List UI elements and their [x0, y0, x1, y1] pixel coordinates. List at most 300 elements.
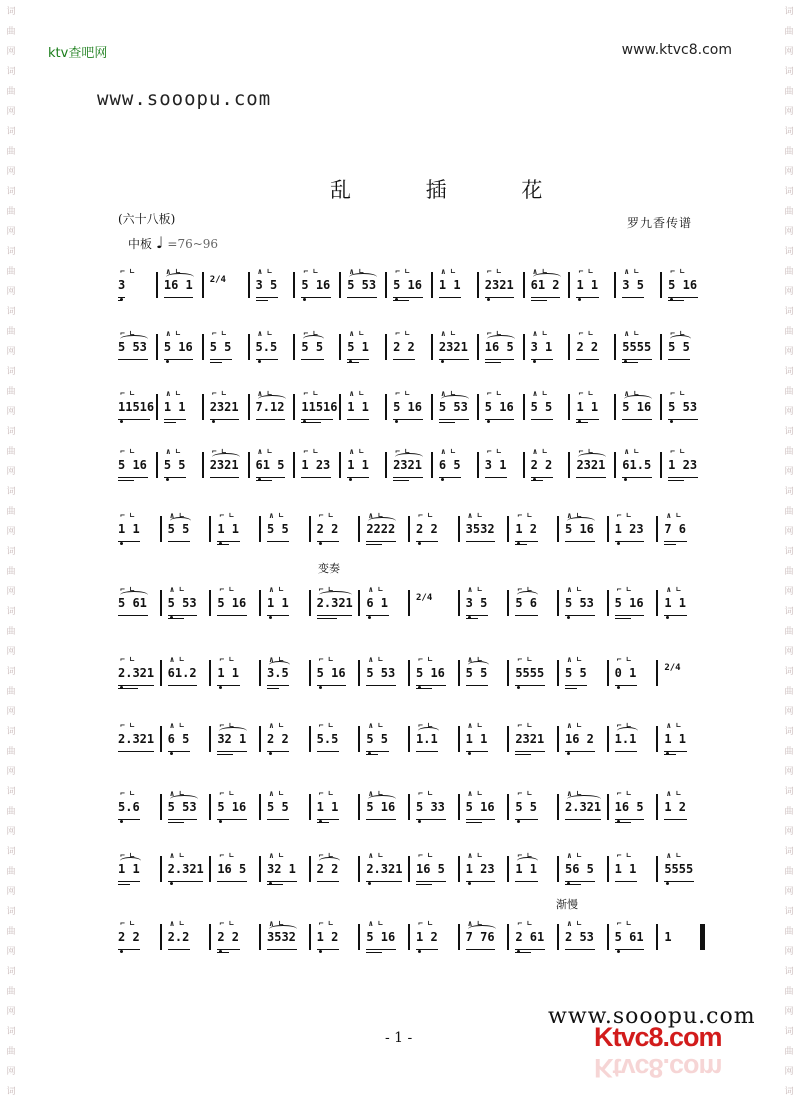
watermark-char: 曲: [6, 927, 16, 937]
bowing-mark: ⌐ ∟: [120, 851, 135, 860]
beam-line: [515, 615, 537, 616]
bowing-mark: ⌐ ∟: [219, 919, 234, 928]
octave-dot: [517, 820, 520, 823]
slur-arc: [170, 795, 198, 803]
notation-measure: 5 53 ∧ ∟: [347, 278, 383, 292]
bowing-mark: ∧ ∟: [169, 721, 185, 730]
bowing-mark: ⌐ ∟: [616, 789, 632, 798]
octave-dot: [170, 616, 173, 619]
watermark-char: 词: [6, 7, 16, 17]
bar-line: [557, 924, 559, 950]
bowing-mark: ⌐ ∟: [318, 721, 334, 730]
bowing-mark: ∧ ∟: [567, 789, 582, 798]
watermark-char: 词: [784, 1087, 794, 1097]
bar-line: [160, 590, 162, 616]
bar-line: [358, 660, 360, 686]
bowing-mark: ⌐ ∟: [418, 851, 433, 860]
bowing-mark: ⌐ ∟: [616, 511, 632, 520]
beam-line: [622, 297, 644, 298]
notation-measure: 2/4: [664, 663, 681, 673]
bar-line: [358, 794, 360, 820]
watermark-char: 词: [6, 1087, 16, 1097]
notation-measure: 5 53 ∧ ∟: [439, 400, 475, 414]
slur-arc: [395, 453, 423, 461]
notation-measure: 5 16 ⌐ ∟: [217, 800, 257, 814]
notation-measure: 2.321 ⌐ ∟: [317, 596, 357, 610]
watermark-char: 词: [784, 907, 794, 917]
score-subtitle: (六十八板): [118, 212, 176, 226]
bowing-mark: ⌐ ∟: [303, 329, 318, 338]
beam-line: [301, 359, 323, 360]
bar-line: [660, 394, 662, 420]
bar-line: [339, 452, 341, 478]
bar-line: [607, 794, 609, 820]
bowing-mark: ∧ ∟: [349, 447, 364, 456]
bowing-mark: ∧ ∟: [467, 585, 483, 594]
bar-line: [408, 726, 410, 752]
notation-measure: 3 1 ⌐ ∟: [485, 458, 521, 472]
beam-line-second: [416, 884, 432, 885]
bowing-mark: ⌐ ∟: [616, 585, 632, 594]
bar-line: [477, 394, 479, 420]
watermark-char: 网: [6, 887, 16, 897]
octave-dot: [578, 298, 581, 301]
notation-measure: 16 5 ⌐ ∟: [485, 340, 521, 354]
watermark-char: 网: [6, 407, 16, 417]
bar-line: [458, 726, 460, 752]
notation-measure: 5 1 ∧ ∟: [347, 340, 383, 354]
watermark-char: 网: [6, 767, 16, 777]
watermark-char: 网: [6, 587, 16, 597]
beam-line-second: [168, 822, 184, 823]
bar-line: [202, 452, 204, 478]
notation-measure: 7.12 ∧ ∟: [256, 400, 292, 414]
beam-line: [267, 685, 289, 686]
notation-measure: 6 5 ∧ ∟: [439, 458, 475, 472]
score-row: [112, 721, 708, 750]
beam-line: [317, 615, 353, 616]
bowing-mark: ∧ ∟: [368, 655, 383, 664]
octave-dot: [666, 616, 669, 619]
watermark-char: 曲: [6, 747, 16, 757]
notation-measure: 2.321 ⌐ ∟: [118, 666, 158, 680]
beam-line-second: [439, 422, 455, 423]
watermark-char: 词: [6, 967, 16, 977]
bowing-mark: ∧ ∟: [269, 511, 284, 520]
bowing-mark: ∧ ∟: [567, 585, 582, 594]
watermark-char: 词: [784, 247, 794, 257]
source-url-top: www.sooopu.com: [97, 88, 272, 110]
notation-measure: 5.5 ⌐ ∟: [317, 732, 357, 746]
notation-measure: 2 61 ⌐ ∟: [515, 930, 555, 944]
bar-line: [259, 856, 261, 882]
slur-arc: [368, 517, 396, 525]
notation-measure: 1 1 ∧ ∟: [664, 596, 704, 610]
bar-line: [458, 856, 460, 882]
notation-measure: 2 2 ⌐ ∟: [416, 522, 456, 536]
notation-measure: 1 1 ⌐ ∟: [118, 522, 158, 536]
octave-dot: [219, 820, 222, 823]
bar-line: [358, 856, 360, 882]
bar-line: [156, 334, 158, 360]
notation-measure: 61.5 ∧ ∟: [622, 458, 658, 472]
bar-line: [656, 660, 658, 686]
watermark-char: 曲: [6, 807, 16, 817]
octave-dot: [166, 478, 169, 481]
watermark-char: 词: [6, 847, 16, 857]
octave-dot: [368, 616, 371, 619]
bar-line: [259, 726, 261, 752]
final-bar-line: [700, 924, 705, 950]
bar-line: [339, 394, 341, 420]
notation-measure: 5 53 ∧ ∟: [366, 666, 406, 680]
watermark-char: 网: [6, 167, 16, 177]
notation-measure: 16 5 ⌐ ∟: [416, 862, 456, 876]
bowing-mark: ∧ ∟: [165, 389, 181, 398]
bowing-mark: ∧ ∟: [624, 267, 639, 276]
bar-line: [309, 794, 311, 820]
bowing-mark: ⌐ ∟: [517, 655, 532, 664]
notation-measure: 1 1 ⌐ ∟: [615, 862, 655, 876]
notation-measure: 2 2 ∧ ∟: [531, 458, 567, 472]
bar-line: [156, 452, 158, 478]
bowing-mark: ⌐ ∟: [616, 721, 632, 730]
bar-line: [660, 272, 662, 298]
bar-line: [458, 660, 460, 686]
bowing-mark: ⌐ ∟: [395, 389, 410, 398]
watermark-char: 网: [784, 1067, 794, 1077]
bar-line: [523, 334, 525, 360]
bar-line: [160, 856, 162, 882]
notation-measure: 2.321 ∧ ∟: [565, 800, 605, 814]
watermark-char: 曲: [784, 987, 794, 997]
beam-line: [168, 819, 198, 820]
watermark-char: 网: [6, 287, 16, 297]
bar-line: [202, 394, 204, 420]
slur-arc: [120, 335, 148, 343]
octave-dot: [567, 882, 570, 885]
bowing-mark: ⌐ ∟: [670, 447, 685, 456]
watermark-char: 网: [784, 407, 794, 417]
octave-dot: [567, 752, 570, 755]
slur-arc: [487, 335, 515, 343]
bowing-mark: ⌐ ∟: [670, 267, 685, 276]
watermark-char: 网: [784, 167, 794, 177]
notation-measure: 61 2 ∧ ∟: [531, 278, 567, 292]
watermark-char: 词: [6, 247, 16, 257]
notation-measure: 5.5 ∧ ∟: [256, 340, 292, 354]
notation-measure: 32 1 ∧ ∟: [267, 862, 307, 876]
watermark-char: 曲: [784, 687, 794, 697]
watermark-char: 网: [784, 347, 794, 357]
bowing-mark: ⌐ ∟: [578, 267, 593, 276]
beam-line: [118, 359, 148, 360]
bowing-mark: ⌐ ∟: [517, 585, 532, 594]
score-row: [112, 329, 708, 358]
bowing-mark: ∧ ∟: [269, 721, 284, 730]
octave-dot: [269, 882, 272, 885]
beam-line-second: [256, 300, 268, 301]
bar-line: [607, 924, 609, 950]
notation-measure: 5 16 ⌐ ∟: [118, 458, 154, 472]
beam-line: [217, 615, 247, 616]
slur-arc: [170, 517, 191, 525]
bowing-mark: ⌐ ∟: [418, 655, 433, 664]
octave-dot: [219, 686, 222, 689]
notation-measure: 1 23 ⌐ ∟: [615, 522, 655, 536]
notation-measure: 2222 ∧ ∟: [366, 522, 406, 536]
watermark-char: 词: [6, 307, 16, 317]
beam-line: [210, 477, 240, 478]
bowing-mark: ⌐ ∟: [670, 329, 685, 338]
score-row: [112, 919, 708, 948]
watermark-char: 网: [784, 107, 794, 117]
watermark-char: 网: [6, 527, 16, 537]
bowing-mark: ⌐ ∟: [303, 447, 318, 456]
notation-measure: 5 16 ∧ ∟: [565, 522, 605, 536]
beam-line-second: [466, 822, 482, 823]
watermark-char: 网: [784, 767, 794, 777]
header-site-url[interactable]: www.ktvc8.com: [621, 42, 732, 58]
bowing-mark: ∧ ∟: [165, 447, 181, 456]
bowing-mark: ⌐ ∟: [616, 655, 632, 664]
bowing-mark: ∧ ∟: [666, 585, 681, 594]
beam-line: [164, 297, 194, 298]
bar-line: [660, 452, 662, 478]
tempo-label: 中板: [128, 237, 153, 251]
notation-measure: 5 16 ⌐ ∟: [317, 666, 357, 680]
beam-line-second: [366, 544, 382, 545]
tempo-value: =76~96: [167, 237, 219, 251]
bar-line: [259, 590, 261, 616]
score-row: [112, 511, 708, 540]
bar-line: [408, 590, 410, 616]
bar-line: [458, 590, 460, 616]
notation-measure: 5 5 ∧ ∟: [366, 732, 406, 746]
watermark-char: 网: [6, 347, 16, 357]
bowing-mark: ⌐ ∟: [120, 919, 135, 928]
bowing-mark: ⌐ ∟: [318, 585, 334, 594]
watermark-char: 曲: [784, 387, 794, 397]
watermark-char: 曲: [784, 627, 794, 637]
bar-line: [607, 516, 609, 542]
bowing-mark: ⌐ ∟: [395, 329, 410, 338]
watermark-char: 网: [784, 467, 794, 477]
beam-line: [531, 297, 561, 298]
beam-line-second: [210, 362, 222, 363]
notation-measure: 1 1 ⌐ ∟: [217, 666, 257, 680]
notation-measure: 5 5 ⌐ ∟: [301, 340, 337, 354]
bar-line: [656, 924, 658, 950]
bar-line: [557, 726, 559, 752]
octave-dot: [418, 542, 421, 545]
beam-line-second: [366, 952, 382, 953]
watermark-char: 曲: [784, 507, 794, 517]
notation-measure: 5 33 ⌐ ∟: [416, 800, 456, 814]
bowing-mark: ∧ ∟: [624, 329, 639, 338]
beam-line: [267, 819, 289, 820]
notation-measure: 5 53 ⌐ ∟: [118, 340, 154, 354]
bar-line: [248, 394, 250, 420]
bar-line: [358, 516, 360, 542]
notation-measure: 2/4: [209, 275, 226, 285]
bar-line: [557, 794, 559, 820]
bar-line: [557, 660, 559, 686]
beam-line: [393, 359, 415, 360]
watermark-char: 网: [784, 647, 794, 657]
bar-line: [309, 856, 311, 882]
notation-measure: 5 16 ⌐ ∟: [668, 278, 704, 292]
beam-line: [485, 477, 507, 478]
watermark-char: 曲: [6, 627, 16, 637]
notation-measure: 2.2 ∧ ∟: [168, 930, 208, 944]
bowing-mark: ∧ ∟: [368, 721, 383, 730]
slur-arc: [120, 591, 148, 599]
bowing-mark: ⌐ ∟: [120, 329, 135, 338]
watermark-char: 曲: [6, 507, 16, 517]
bar-line: [209, 590, 211, 616]
beam-line: [668, 359, 690, 360]
bowing-mark: ∧ ∟: [349, 329, 364, 338]
watermark-char: 网: [784, 287, 794, 297]
notation-measure: 5555 ⌐ ∟: [515, 666, 555, 680]
bar-line: [309, 516, 311, 542]
octave-dot: [533, 360, 536, 363]
watermark-char: 曲: [6, 447, 16, 457]
notation-measure: 2 2 ⌐ ∟: [317, 862, 357, 876]
watermark-char: 词: [784, 607, 794, 617]
watermark-char: 词: [784, 187, 794, 197]
beam-line: [217, 751, 247, 752]
beam-line-second: [118, 480, 134, 481]
bowing-mark: ∧ ∟: [169, 655, 185, 664]
bowing-mark: ⌐ ∟: [395, 447, 410, 456]
bowing-mark: ⌐ ∟: [578, 447, 593, 456]
notation-measure: 61 5 ∧ ∟: [256, 458, 292, 472]
beam-line: [267, 541, 289, 542]
bowing-mark: ∧ ∟: [269, 655, 284, 664]
bar-line: [607, 660, 609, 686]
watermark-char: 网: [784, 47, 794, 57]
bar-line: [607, 590, 609, 616]
notation-measure: 1.1 ⌐ ∟: [416, 732, 456, 746]
bowing-mark: ∧ ∟: [269, 585, 284, 594]
bar-line: [408, 516, 410, 542]
bar-line: [202, 334, 204, 360]
beam-line-second: [515, 754, 531, 755]
octave-dot: [617, 950, 620, 953]
bowing-mark: ∧ ∟: [666, 851, 681, 860]
watermark-char: 曲: [784, 1047, 794, 1057]
bar-line: [477, 334, 479, 360]
octave-dot: [666, 882, 669, 885]
notation-measure: 5 16 ⌐ ∟: [393, 278, 429, 292]
score-row: [112, 447, 708, 476]
bar-line: [309, 726, 311, 752]
bowing-mark: ∧ ∟: [269, 851, 284, 860]
bowing-mark: ∧ ∟: [368, 585, 383, 594]
bar-line: [431, 272, 433, 298]
octave-dot: [212, 420, 215, 423]
slur-arc: [212, 453, 240, 461]
beam-line: [466, 949, 496, 950]
beam-line: [615, 615, 645, 616]
notation-measure: 1: [664, 930, 672, 944]
bowing-mark: ⌐ ∟: [120, 447, 135, 456]
beam-line: [622, 419, 652, 420]
bar-line: [607, 856, 609, 882]
watermark-char: 词: [784, 487, 794, 497]
right-watermark-strip: [778, 0, 800, 1110]
watermark-char: 曲: [6, 387, 16, 397]
notation-measure: 2 2 ⌐ ∟: [393, 340, 429, 354]
beam-line: [366, 819, 396, 820]
beam-line: [366, 685, 396, 686]
watermark-char: 词: [6, 787, 16, 797]
notation-measure: 1 1 ∧ ∟: [466, 732, 506, 746]
notation-measure: 1 1 ∧ ∟: [439, 278, 475, 292]
watermark-char: 词: [784, 727, 794, 737]
beam-line: [466, 819, 496, 820]
watermark-char: 曲: [784, 327, 794, 337]
bowing-mark: ∧ ∟: [169, 789, 185, 798]
bar-line: [160, 924, 162, 950]
notation-measure: 11516 ⌐ ∟: [301, 400, 337, 414]
bowing-mark: ⌐ ∟: [219, 585, 234, 594]
bar-line: [209, 794, 211, 820]
bowing-mark: ⌐ ∟: [318, 511, 334, 520]
bowing-mark: ∧ ∟: [567, 655, 582, 664]
bowing-mark: ⌐ ∟: [303, 267, 318, 276]
bar-line: [408, 660, 410, 686]
bar-line: [385, 334, 387, 360]
bowing-mark: ⌐ ∟: [303, 389, 318, 398]
watermark-char: 网: [784, 887, 794, 897]
bowing-mark: ∧ ∟: [269, 789, 284, 798]
watermark-char: 词: [6, 727, 16, 737]
watermark-char: 网: [6, 947, 16, 957]
notation-measure: 5 5 ⌐ ∟: [210, 340, 246, 354]
notation-measure: 3 5 ∧ ∟: [466, 596, 506, 610]
bar-line: [607, 726, 609, 752]
bowing-mark: ⌐ ∟: [120, 655, 135, 664]
slur-arc: [468, 925, 496, 933]
bar-line: [209, 660, 211, 686]
bar-line: [293, 272, 295, 298]
octave-dot: [617, 542, 620, 545]
header-site-name[interactable]: ktv查吧网: [48, 46, 108, 61]
beam-line: [439, 419, 469, 420]
slur-arc: [567, 517, 595, 525]
notation-measure: 5 16 ⌐ ∟: [416, 666, 456, 680]
octave-dot: [258, 360, 261, 363]
bar-line: [339, 272, 341, 298]
watermark-char: 曲: [784, 447, 794, 457]
bowing-mark: ∧ ∟: [440, 447, 456, 456]
octave-dot: [487, 420, 490, 423]
octave-dot: [258, 478, 261, 481]
beam-line: [118, 477, 148, 478]
beam-line-second: [565, 688, 577, 689]
notation-measure: 6 1 ∧ ∟: [366, 596, 406, 610]
bar-line: [507, 726, 509, 752]
bowing-mark: ∧ ∟: [368, 511, 383, 520]
beam-line: [317, 881, 339, 882]
watermark-char: 网: [6, 1067, 16, 1077]
beam-line: [168, 949, 190, 950]
notation-measure: 5 5 ∧ ∟: [267, 800, 307, 814]
bar-line: [209, 726, 211, 752]
